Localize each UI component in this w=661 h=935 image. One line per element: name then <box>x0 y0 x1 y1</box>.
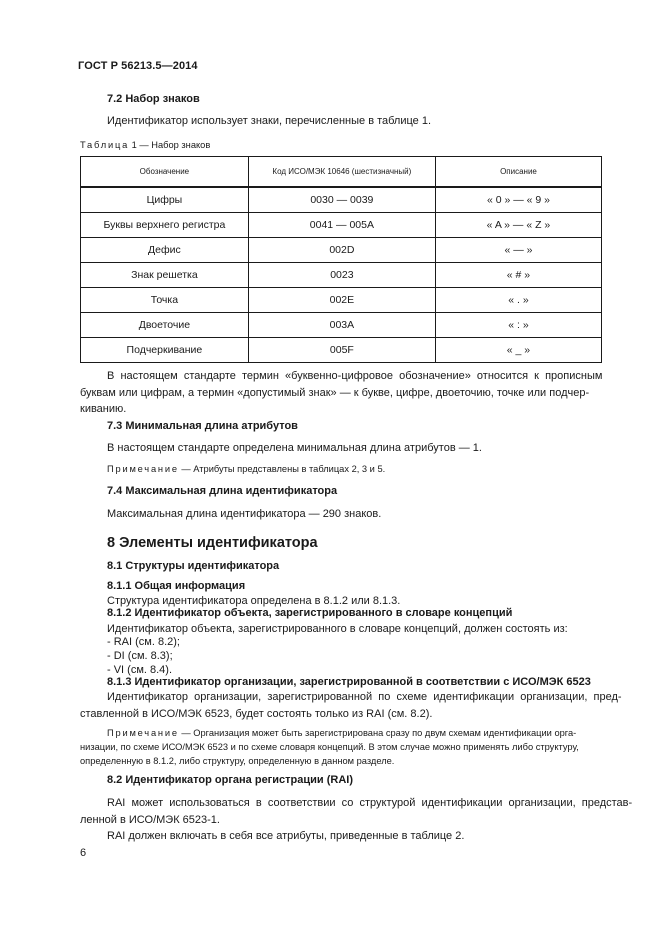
paragraph-8-1-3 <box>80 689 622 722</box>
table-cell-description: « — » <box>435 238 601 263</box>
text-line: ставленной в ИСО/МЭК 6523, будет состоять только из RAI (см. 8.2). <box>80 707 433 720</box>
paragraph-7-2: Идентификатор использует знаки, перечисленные в таблице 1. <box>107 115 432 127</box>
heading-7-4: 7.4 Максимальная длина идентификатора <box>107 485 338 497</box>
note-label: Примечание <box>107 464 179 474</box>
heading-8-1-1: 8.1.1 Общая информация <box>107 580 246 592</box>
table-header-row <box>81 157 602 188</box>
paragraph-after-table <box>80 368 603 418</box>
table-cell-code: 0041 — 005A <box>248 213 435 238</box>
text-line: В настоящем стандарте термин «буквенно-цифровое обозначение» относится к прописным <box>107 370 603 382</box>
table-cell-code: 0023 <box>248 263 435 288</box>
text-line: киванию. <box>80 403 127 416</box>
heading-8-1-2: 8.1.2 Идентификатор объекта, зарегистрированного в словаре концепций <box>107 607 513 619</box>
list-8-1-2 <box>107 635 180 677</box>
table-cell-description: « 0 » — « 9 » <box>435 187 601 213</box>
heading-7-3: 7.3 Минимальная длина атрибутов <box>107 420 298 432</box>
table-cell-designation: Знак решетка <box>81 263 249 288</box>
table-cell-designation: Точка <box>81 288 249 313</box>
note-7-3 <box>107 462 385 476</box>
table-cell-designation: Цифры <box>81 187 249 213</box>
note-line: низации, по схеме ИСО/МЭК 6523 и по схеме словаря концепций. В этом случае можно применять либо структуру, <box>80 742 579 752</box>
heading-8-1: 8.1 Структуры идентификатора <box>107 560 280 572</box>
page-number: 6 <box>80 847 87 859</box>
table-cell-code: 0030 — 0039 <box>248 187 435 213</box>
heading-8-1-3: 8.1.3 Идентификатор организации, зарегистрированной в соответствии с ИСО/МЭК 6523 <box>107 676 591 688</box>
table-cell-code: 003A <box>248 313 435 338</box>
heading-8: 8 Элементы идентификатора <box>107 535 318 551</box>
table-row <box>81 288 602 313</box>
table-row <box>81 263 602 288</box>
table-cell-code: 002E <box>248 288 435 313</box>
text-line: буквам или цифрам, а термин «допустимый знак» — к букве, цифре, двоеточию, точке или подчер- <box>80 386 590 399</box>
note-8-1-3 <box>80 726 603 768</box>
heading-8-2: 8.2 Идентификатор органа регистрации (RAI) <box>107 774 353 786</box>
paragraph-8-2 <box>80 795 633 845</box>
table-1-caption <box>80 138 210 152</box>
list-item: - RAI (см. 8.2); <box>107 636 180 648</box>
list-item: - VI (см. 8.4). <box>107 664 173 676</box>
document-code-header: ГОСТ Р 56213.5—2014 <box>78 60 198 72</box>
text-line: RAI должен включать в себя все атрибуты, приведенные в таблице 2. <box>107 830 465 843</box>
table-row <box>81 187 602 213</box>
table-row <box>81 238 602 263</box>
text-line: ленной в ИСО/МЭК 6523-1. <box>80 813 220 826</box>
note-text: — Атрибуты представлены в таблицах 2, 3 и 5. <box>178 464 386 474</box>
heading-7-2: 7.2 Набор знаков <box>107 93 200 105</box>
column-header-designation: Обозначение <box>81 157 249 188</box>
table-cell-code: 005F <box>248 338 435 363</box>
table-cell-description: « # » <box>435 263 601 288</box>
table-row <box>81 338 602 363</box>
table-caption-label: Таблица <box>80 140 130 150</box>
paragraph-8-1-1: Структура идентификатора определена в 8.1.2 или 8.1.3. <box>107 595 401 607</box>
list-item: - DI (см. 8.3); <box>107 650 173 662</box>
table-cell-description: « _ » <box>435 338 601 363</box>
text-line: RAI может использоваться в соответствии со структурой идентификации организации, представ- <box>107 797 633 809</box>
paragraph-7-4: Максимальная длина идентификатора — 290 знаков. <box>107 508 382 520</box>
table-cell-description: « A » — « Z » <box>435 213 601 238</box>
note-label: Примечание <box>107 728 179 738</box>
column-header-description: Описание <box>435 157 601 188</box>
table-cell-code: 002D <box>248 238 435 263</box>
table-cell-designation: Двоеточие <box>81 313 249 338</box>
note-text: — Организация может быть зарегистрирована сразу по двум схемам идентификации орга- <box>178 728 577 738</box>
paragraph-7-3: В настоящем стандарте определена минимальная длина атрибутов — 1. <box>107 442 482 454</box>
note-line: определенную в 8.1.2, либо структуру, определенную в данном разделе. <box>80 756 395 766</box>
table-caption-title: 1 — Набор знаков <box>131 140 211 150</box>
table-row <box>81 213 602 238</box>
table-cell-designation: Подчеркивание <box>81 338 249 363</box>
table-cell-description: « : » <box>435 313 601 338</box>
table-row <box>81 313 602 338</box>
note-line <box>80 726 603 740</box>
column-header-code: Код ИСО/МЭК 10646 (шестизначный) <box>248 157 435 188</box>
paragraph-8-1-2: Идентификатор объекта, зарегистрированного в словаре концепций, должен состоять из: <box>107 623 568 635</box>
table-cell-designation: Дефис <box>81 238 249 263</box>
character-set-table <box>80 156 602 363</box>
table-cell-description: « . » <box>435 288 601 313</box>
text-line: Идентификатор организации, зарегистрированной по схеме идентификации организации, пред- <box>107 691 622 703</box>
table-cell-designation: Буквы верхнего регистра <box>81 213 249 238</box>
